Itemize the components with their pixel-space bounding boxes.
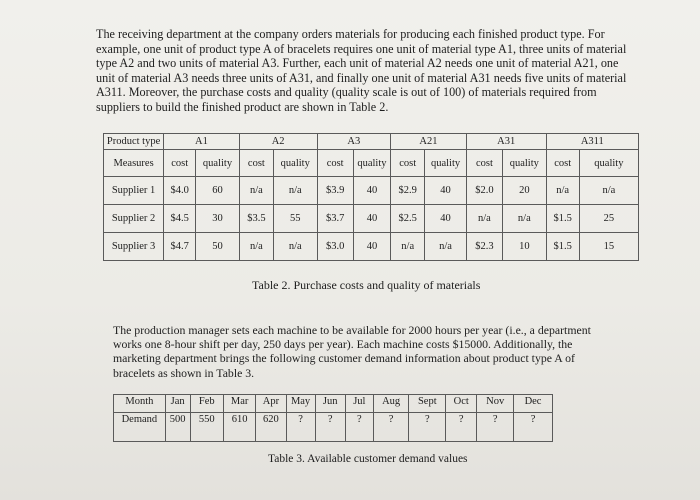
table-cell: n/a xyxy=(391,233,425,261)
table-cell: 55 xyxy=(273,205,317,233)
measure-header: cost xyxy=(466,150,502,177)
table-cell: $2.5 xyxy=(391,205,425,233)
table-cell: 40 xyxy=(353,205,390,233)
product-type-header: A21 xyxy=(391,134,467,150)
table-cell: 30 xyxy=(196,205,240,233)
month-header: Jun xyxy=(315,395,345,413)
table-cell: $2.0 xyxy=(466,177,502,205)
month-header: Feb xyxy=(190,395,223,413)
production-paragraph: The production manager sets each machine to be available for 2000 hours per year (i.e., a department works one 8-hour shift per day, 250 days per year). Each machine costs $15000. Additionally, the marketing department brings the following customer demand information about product type A of bracelets as shown in Table 3. xyxy=(113,323,591,380)
month-header: Oct xyxy=(446,395,477,413)
demand-cell: 620 xyxy=(256,413,286,442)
month-header: Apr xyxy=(256,395,286,413)
month-header: May xyxy=(286,395,315,413)
table-cell: n/a xyxy=(273,177,317,205)
table-cell: $1.5 xyxy=(546,233,579,261)
month-header: Sept xyxy=(409,395,446,413)
corner-measures: Measures xyxy=(104,150,164,177)
table-cell: $4.7 xyxy=(164,233,196,261)
table-cell: n/a xyxy=(425,233,466,261)
month-header: Nov xyxy=(477,395,514,413)
table-cell: n/a xyxy=(239,177,273,205)
measure-header: cost xyxy=(164,150,196,177)
demand-cell: ? xyxy=(514,413,553,442)
product-type-header: A2 xyxy=(239,134,317,150)
measure-header: quality xyxy=(425,150,466,177)
demand-cell: 610 xyxy=(223,413,255,442)
measure-header: cost xyxy=(239,150,273,177)
table-cell: $2.9 xyxy=(391,177,425,205)
demand-cell: ? xyxy=(477,413,514,442)
month-row-label: Month xyxy=(114,395,166,413)
demand-cell: ? xyxy=(315,413,345,442)
demand-cell: 500 xyxy=(165,413,190,442)
product-type-header: A311 xyxy=(546,134,638,150)
table-cell: 40 xyxy=(353,177,390,205)
table-cell: 15 xyxy=(579,233,638,261)
table-cell: n/a xyxy=(466,205,502,233)
measure-header: quality xyxy=(273,150,317,177)
supplier-label: Supplier 3 xyxy=(104,233,164,261)
demand-table xyxy=(113,394,553,442)
table-cell: 20 xyxy=(503,177,547,205)
measure-header: cost xyxy=(391,150,425,177)
supplier-label: Supplier 1 xyxy=(104,177,164,205)
purchase-cost-table xyxy=(103,133,639,261)
measure-header: cost xyxy=(546,150,579,177)
table-cell: 40 xyxy=(353,233,390,261)
supplier-label: Supplier 2 xyxy=(104,205,164,233)
demand-cell: ? xyxy=(446,413,477,442)
table-cell: $3.9 xyxy=(317,177,353,205)
table-cell: 40 xyxy=(425,177,466,205)
table-cell: n/a xyxy=(239,233,273,261)
demand-row-label: Demand xyxy=(114,413,166,442)
table2-caption: Table 2. Purchase costs and quality of materials xyxy=(252,278,481,292)
month-header: Jul xyxy=(345,395,373,413)
measure-header: cost xyxy=(317,150,353,177)
demand-cell: ? xyxy=(373,413,409,442)
table-cell: 50 xyxy=(196,233,240,261)
table-cell: $4.5 xyxy=(164,205,196,233)
table-cell: 60 xyxy=(196,177,240,205)
measure-header: quality xyxy=(196,150,240,177)
table-cell: n/a xyxy=(579,177,638,205)
table-cell: 25 xyxy=(579,205,638,233)
corner-product-type: Product type xyxy=(104,134,164,150)
demand-cell: ? xyxy=(345,413,373,442)
month-header: Jan xyxy=(165,395,190,413)
table-cell: $2.3 xyxy=(466,233,502,261)
table-cell: $1.5 xyxy=(546,205,579,233)
month-header: Mar xyxy=(223,395,255,413)
table-cell: $3.5 xyxy=(239,205,273,233)
demand-cell: ? xyxy=(409,413,446,442)
demand-cell: ? xyxy=(286,413,315,442)
measure-header: quality xyxy=(579,150,638,177)
measure-header: quality xyxy=(353,150,390,177)
table-cell: $3.7 xyxy=(317,205,353,233)
table-cell: $4.0 xyxy=(164,177,196,205)
table-cell: $3.0 xyxy=(317,233,353,261)
product-type-header: A31 xyxy=(466,134,546,150)
product-type-header: A1 xyxy=(164,134,240,150)
table-cell: n/a xyxy=(503,205,547,233)
table-cell: 10 xyxy=(503,233,547,261)
table-cell: 40 xyxy=(425,205,466,233)
month-header: Aug xyxy=(373,395,409,413)
table-cell: n/a xyxy=(273,233,317,261)
demand-cell: 550 xyxy=(190,413,223,442)
table3-caption: Table 3. Available customer demand values xyxy=(268,453,468,465)
measure-header: quality xyxy=(503,150,547,177)
intro-paragraph: The receiving department at the company orders materials for producing each finished product type. For example, one unit of product type A of bracelets requires one unit of material type A1, three units of material type A2 and two units of material A3. Further, each unit of material A2 needs one unit of material A21, one unit of material A3 needs three units of A31, and finally one unit of material A31 needs five units of material A311. Moreover, the purchase costs and quality (quality scale is out of 100) of materials required from suppliers to build the finished product are shown in Table 2. xyxy=(96,27,627,114)
table-cell: n/a xyxy=(546,177,579,205)
month-header: Dec xyxy=(514,395,553,413)
product-type-header: A3 xyxy=(317,134,391,150)
